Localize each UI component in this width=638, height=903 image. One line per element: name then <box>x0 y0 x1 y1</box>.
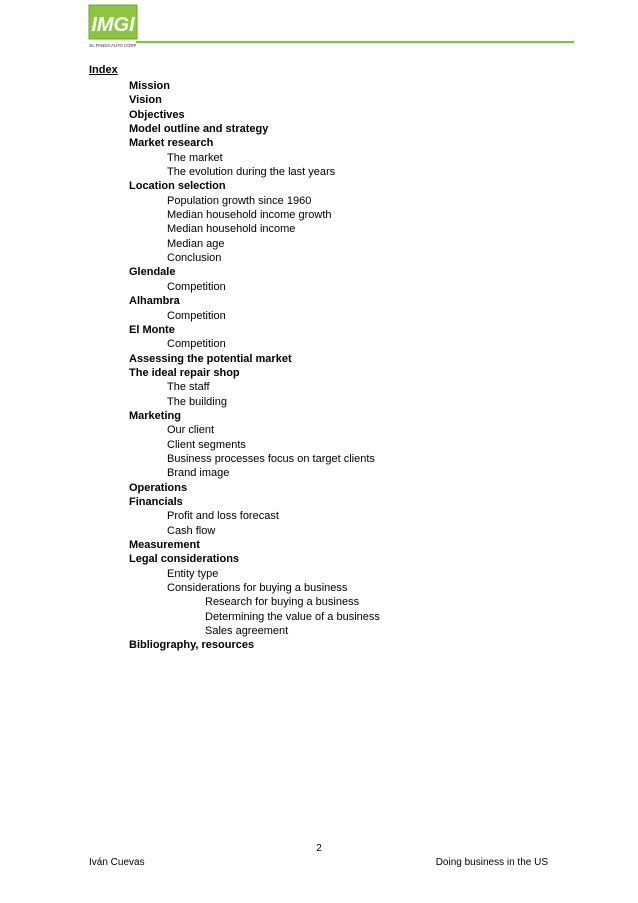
toc-entry <box>0 638 638 652</box>
toc-entry-text: Competition <box>167 338 226 351</box>
logo-subtext: EL PANDA AUTO CORP <box>89 43 137 48</box>
toc-entry-text: Marketing <box>129 409 181 422</box>
toc-entry-text: Entity type <box>167 567 219 580</box>
toc-entry-text: The building <box>167 395 227 408</box>
toc-entry <box>0 323 638 337</box>
toc-entry <box>0 79 638 93</box>
toc-entry <box>0 409 638 423</box>
company-logo <box>88 4 138 50</box>
toc-entry-text: Assessing the potential market <box>129 352 292 365</box>
toc-entry <box>0 509 638 523</box>
toc-entry-text: Median household income growth <box>167 209 332 222</box>
toc-entry-text: Financials <box>129 495 183 508</box>
toc-entry-text: Competition <box>167 280 226 293</box>
toc-entry <box>0 495 638 509</box>
toc-entry-text: Profit and loss forecast <box>167 510 279 523</box>
toc-entry-text: Legal considerations <box>129 553 240 566</box>
toc-entry-text: The ideal repair shop <box>129 366 240 379</box>
toc-entry-text: Considerations for buying a business <box>167 582 348 595</box>
toc-entry <box>0 466 638 480</box>
toc-entry <box>0 624 638 638</box>
toc-entry-text: Operations <box>129 481 188 494</box>
toc-entry <box>0 309 638 323</box>
toc-entry <box>0 452 638 466</box>
toc-entry <box>0 222 638 236</box>
toc-entry-text: Objectives <box>129 108 185 121</box>
toc-entry <box>0 567 638 581</box>
toc-entry <box>0 423 638 437</box>
logo-mark: IMGI <box>91 14 135 36</box>
toc-entry <box>0 595 638 609</box>
toc-entry <box>0 294 638 308</box>
toc-entry-text: Median household income <box>167 223 296 236</box>
toc-entry-text: Model outline and strategy <box>129 123 269 136</box>
toc-entry <box>0 194 638 208</box>
toc-entry-text: Median age <box>167 237 225 250</box>
page-number: 2 <box>316 843 322 854</box>
toc-entry-text: The evolution during the last years <box>167 166 336 179</box>
toc-entry <box>0 524 638 538</box>
toc-entry <box>0 552 638 566</box>
index-title: Index <box>89 64 118 76</box>
toc-entry <box>0 108 638 122</box>
toc-entry <box>0 280 638 294</box>
toc-entry <box>0 237 638 251</box>
toc-entry-text: Business processes focus on target clients <box>167 452 375 465</box>
toc-entry-text: Determining the value of a business <box>205 610 380 623</box>
table-of-contents <box>0 79 638 653</box>
toc-entry-text: Mission <box>129 80 170 92</box>
toc-entry <box>0 251 638 265</box>
toc-entry-text: Location selection <box>129 180 226 193</box>
toc-entry-text: Measurement <box>129 539 200 551</box>
toc-entry <box>0 438 638 452</box>
toc-entry-text: Our client <box>167 424 215 437</box>
toc-entry-text: Client segments <box>167 438 246 451</box>
toc-entry-text: Research for buying a business <box>205 596 360 609</box>
toc-entry <box>0 380 638 394</box>
toc-entry <box>0 337 638 351</box>
toc-entry-text: The market <box>167 151 223 164</box>
toc-entry <box>0 352 638 366</box>
toc-entry-text: El Monte <box>129 323 175 336</box>
toc-entry <box>0 581 638 595</box>
toc-entry-text: Population growth since 1960 <box>167 194 312 207</box>
toc-entry <box>0 136 638 150</box>
footer-document-title: Doing business in the US <box>435 857 548 868</box>
toc-entry <box>0 93 638 107</box>
toc-entry <box>0 151 638 165</box>
toc-entry-text: Sales agreement <box>205 625 289 638</box>
toc-entry-text: Conclusion <box>167 252 222 265</box>
toc-entry-text: The staff <box>167 381 210 394</box>
toc-entry-text: Bibliography, resources <box>129 639 255 652</box>
toc-entry <box>0 122 638 136</box>
toc-entry <box>0 165 638 179</box>
toc-entry <box>0 481 638 495</box>
toc-entry-text: Competition <box>167 309 226 322</box>
toc-entry <box>0 395 638 409</box>
toc-entry <box>0 179 638 193</box>
toc-entry-text: Glendale <box>129 266 176 279</box>
toc-entry-text: Alhambra <box>129 295 180 308</box>
toc-entry-text: Brand image <box>167 467 230 480</box>
footer-author: Iván Cuevas <box>89 857 145 868</box>
toc-entry-text: Vision <box>129 94 162 107</box>
header-rule <box>136 41 574 43</box>
toc-entry <box>0 610 638 624</box>
toc-entry <box>0 538 638 552</box>
toc-entry <box>0 265 638 279</box>
toc-entry-text: Market research <box>129 137 214 150</box>
toc-entry <box>0 208 638 222</box>
toc-entry-text: Cash flow <box>167 524 216 537</box>
toc-entry <box>0 366 638 380</box>
